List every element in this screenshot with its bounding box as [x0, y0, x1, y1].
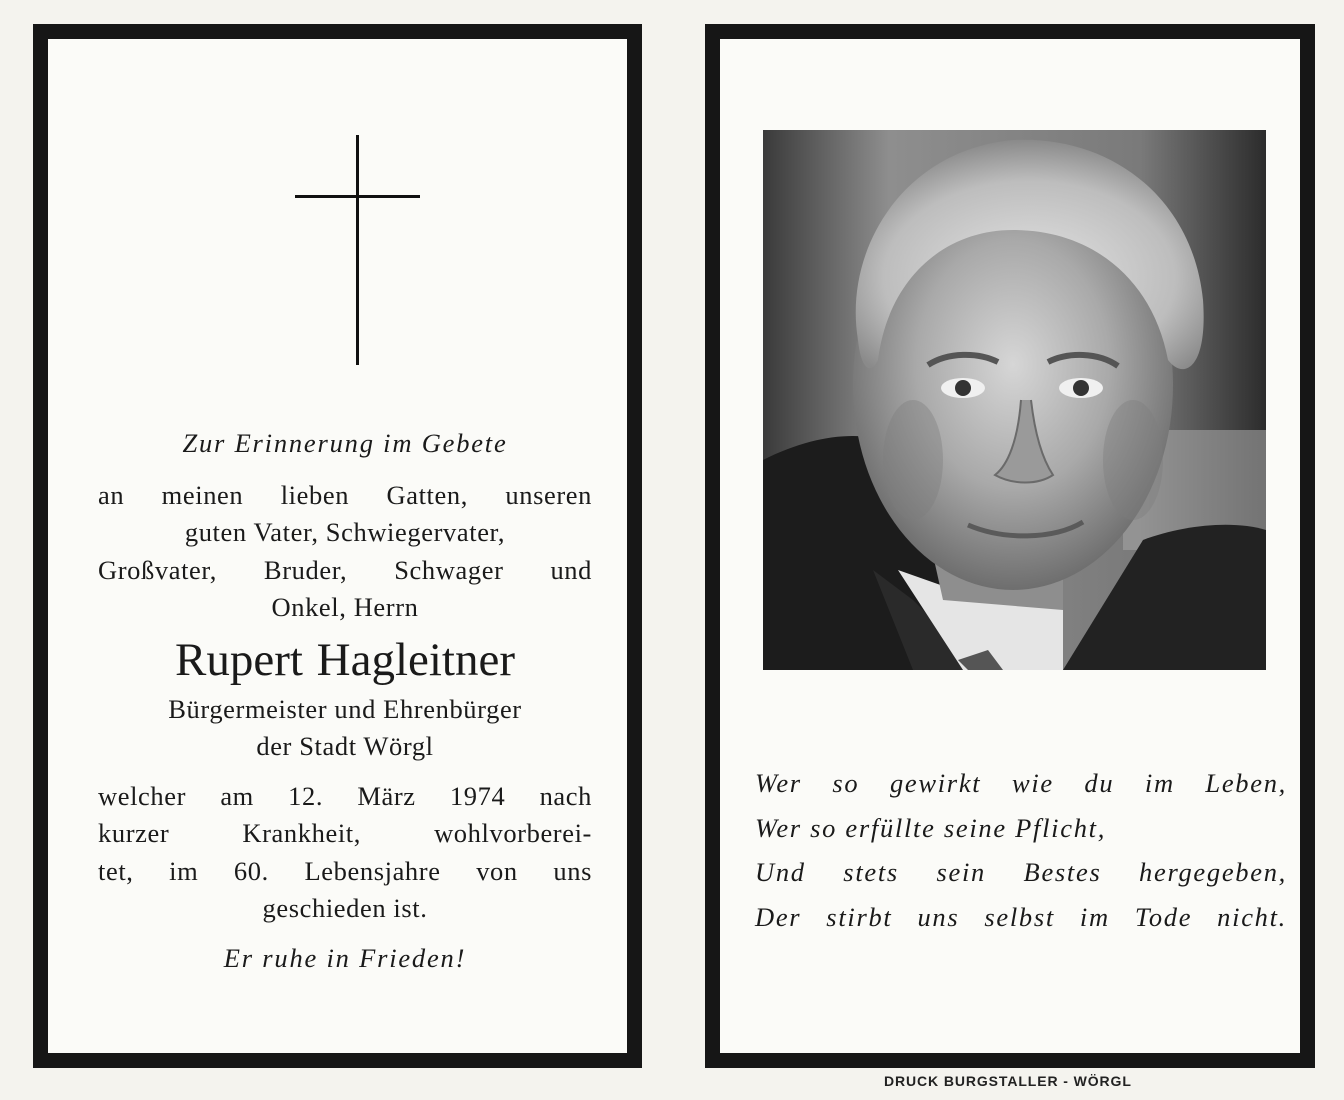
title-block [98, 691, 592, 766]
death-notice-line: kurzer Krankheit, wohlvorberei- [98, 818, 592, 848]
title-line: Bürgermeister und Ehrenbürger [168, 693, 522, 724]
printer-imprint: DRUCK BURGSTALLER - WÖRGL [884, 1073, 1132, 1089]
death-notice-line: welcher am 12. März 1974 nach [98, 780, 592, 811]
title-line: der Stadt Wörgl [256, 731, 434, 761]
portrait-photo [763, 130, 1266, 670]
memorial-card-left [33, 24, 642, 1068]
poem-line: Und stets sein Bestes hergegeben, [755, 857, 1287, 887]
cross-horizontal-bar [295, 195, 420, 198]
cross-icon [295, 135, 420, 365]
memorial-text [98, 425, 592, 977]
deceased-name: Rupert Hagleitner [174, 633, 516, 686]
intro-line: Zur Erinnerung im Gebete [182, 428, 508, 458]
death-notice-block [98, 778, 592, 928]
poem-line: Wer so gewirkt wie du im Leben, [755, 768, 1287, 798]
dedication-line: guten Vater, Schwiegervater, [184, 517, 506, 547]
dedication-block [98, 477, 592, 627]
death-notice-line: geschieden ist. [262, 893, 428, 923]
dedication-line: Onkel, Herrn [271, 592, 419, 622]
poem-line: Der stirbt uns selbst im Tode nicht. [755, 901, 1287, 932]
memorial-card-right [705, 24, 1315, 1068]
poem-line: Wer so erfüllte seine Pflicht, [755, 812, 1107, 843]
closing-line: Er ruhe in Frieden! [223, 942, 467, 973]
cross-vertical-bar [356, 135, 359, 365]
portrait-illustration [763, 130, 1266, 670]
poem-block [755, 761, 1287, 939]
dedication-line: Großvater, Bruder, Schwager und [98, 554, 592, 585]
dedication-line: an meinen lieben Gatten, unseren [98, 479, 592, 510]
death-notice-line: tet, im 60. Lebensjahre von uns [98, 855, 592, 886]
